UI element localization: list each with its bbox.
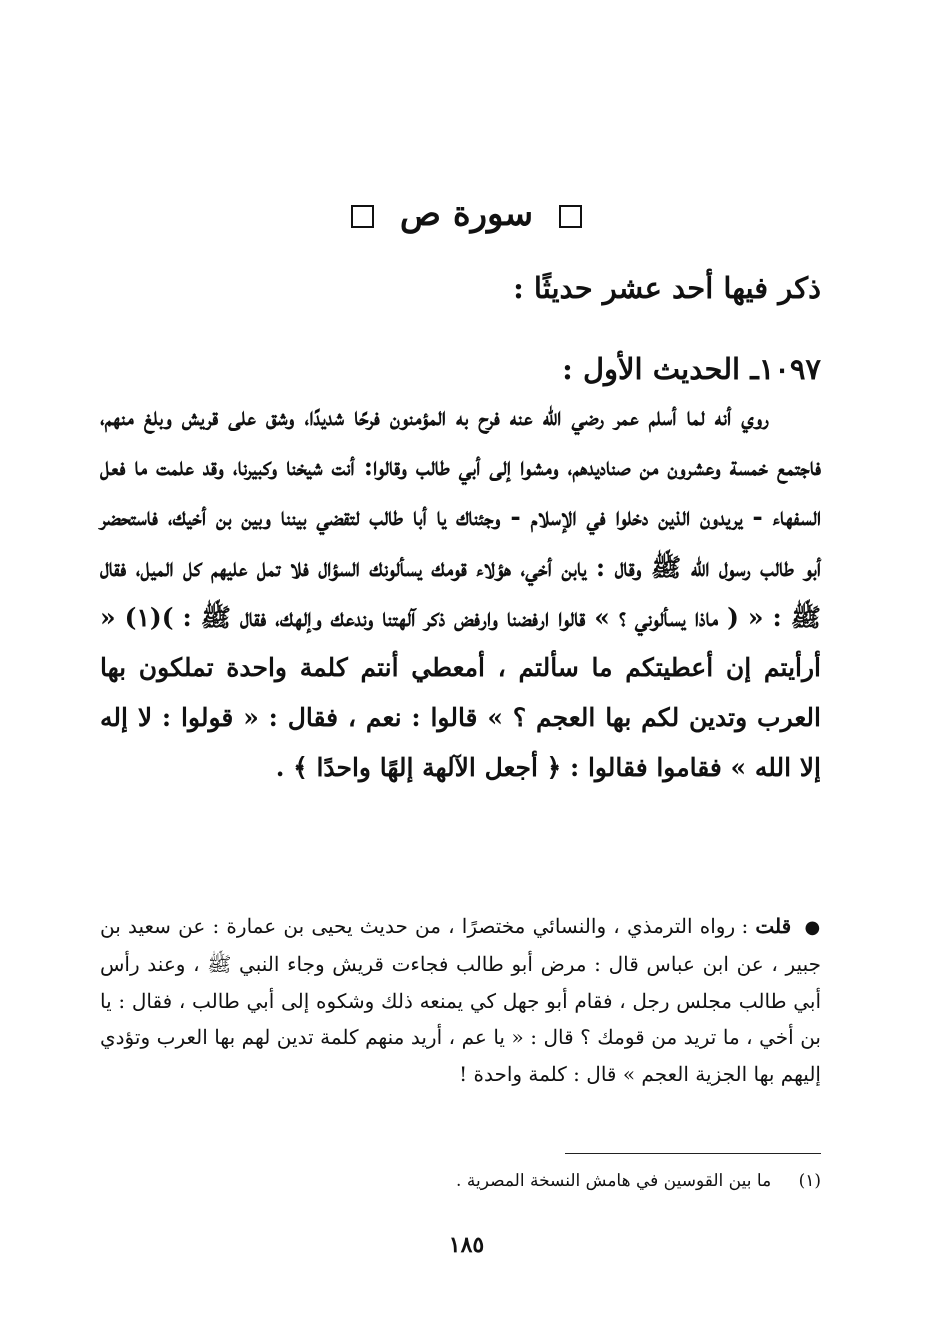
title-box-right (559, 205, 582, 228)
bullet-icon: ● (804, 917, 821, 938)
footnote-divider (565, 1153, 821, 1154)
footnote-text: ما بين القوسين في هامش النسخة المصرية . (456, 1171, 772, 1191)
title-box-left (351, 205, 374, 228)
commentary-note (100, 908, 821, 1092)
note-lead: قلت (755, 914, 792, 938)
intro-line: ذكر فيها أحد عشر حديثًا : (513, 271, 821, 305)
page-number: ١٨٥ (448, 1232, 485, 1258)
footnote-number: (١) (798, 1171, 821, 1191)
surah-title (0, 188, 933, 240)
hadith-heading: ١٠٩٧ـ الحديث الأول : (562, 352, 821, 386)
surah-title-text: سورة ص (399, 194, 534, 234)
note-text: : رواه الترمذي ، والنسائي مختصرًا ، من حديث يحيى بن عمارة : عن سعيد بن جبير ، عن ابن عباس قال : مرض أبو طالب فجاءت قريش وجاء النبي ﷺ ، وعند رأس أبي طالب مجلس رجل ، فقام أبو جهل كي يمنعه ذلك وشكوه إلى أبي طالب ، فقال : يا بن أخي ، ما تريد من قومك ؟ قال : « يا عم ، أريد منهم كلمة تدين لهم بها العرب وتؤدي إليهم بها الجزية العجم » قال : كلمة واحدة ! (100, 914, 822, 1086)
footnote (100, 1166, 821, 1196)
hadith-text (100, 392, 821, 794)
hadith-text-first: روي أنه لما أسلم عمر رضي الله عنه فرح به المؤمنون فرحًا (354, 402, 769, 431)
hadith-text-rest: شديدًا، وشق على قريش وبلغ منهم، فاجتمع خمسة وعشرون من صناديدهم، ومشوا إلى أبي طالب وقالوا: أنت شيخنا وكبيرنا، وقد علمت ما فعل السفهاء - يريدون الذين دخلوا في الإسلام - وجئناك يا أبا طالب لتقضي بيننا وبين بن أخيك، فاستحضر أبو طالب رسول الله ﷺ وقال : يابن أخي، هؤلاء قومك يسألونك السؤال فلا تمل عليهم كل الميل، فقال ﷺ : « ( ماذا يسألوني ؟ » قالوا ارفضنا وارفض ذكر آلهتنا وندعك وإلهك، فقال ﷺ : )(١) « أرأيتم إن أعطيتكم ما سألتم ، أمعطي أنتم كلمة واحدة تملكون بها العرب وتدين لكم بها العجم ؟ » قالوا : نعم ، فقال : « قولوا : لا إله إلا الله » فقاموا فقالوا : ﴿ أجعل الآلهة إلهًا واحدًا ﴾ . (100, 402, 821, 783)
